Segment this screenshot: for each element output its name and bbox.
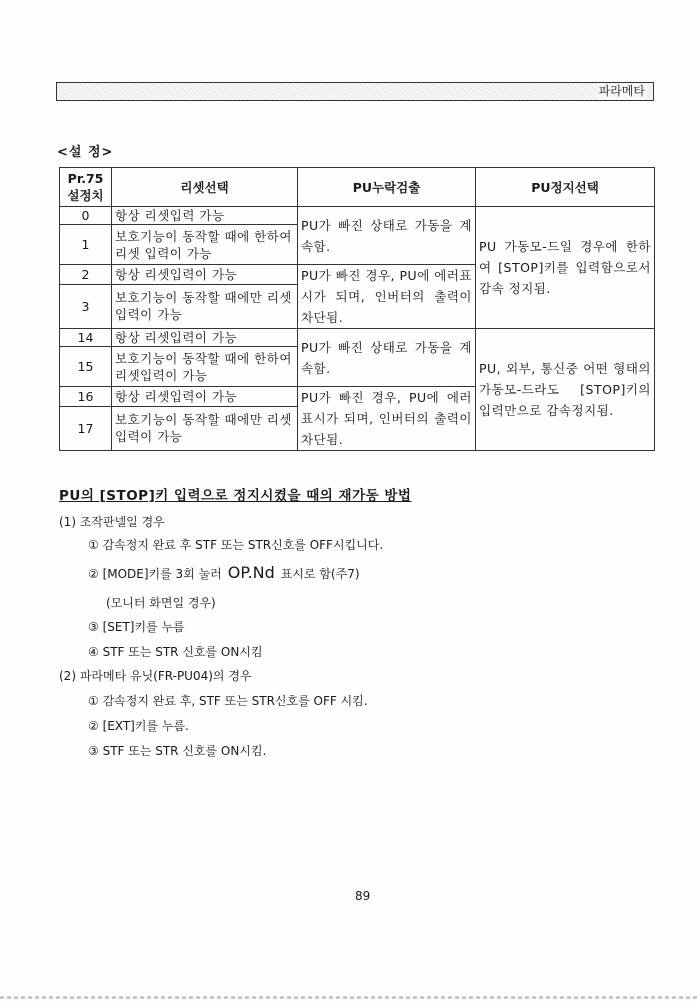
case1-step3: ③ [SET]키를 누름 <box>88 620 185 634</box>
reset-cell: 보호기능이 동작할 때에만 리셋입력이 가능 <box>112 406 298 450</box>
code-cell: 15 <box>60 347 112 387</box>
case1-step2 <box>88 563 360 582</box>
header-code <box>60 168 112 207</box>
case2-title: (2) 파라메타 유닛(FR-PU04)의 경우 <box>59 669 252 683</box>
header-code-line1: Pr.75 <box>67 171 104 186</box>
case1-step2-pre: ② [MODE]키를 3회 눌러 <box>88 567 222 581</box>
case1-step4: ④ STF 또는 STR 신호를 ON시킴 <box>88 645 263 659</box>
reset-cell: 항상 리셋입력 가능 <box>112 207 298 225</box>
reset-cell: 항상 리셋입력이 가능 <box>112 387 298 407</box>
header-label: 파라메타 <box>598 84 645 98</box>
code-cell: 0 <box>60 207 112 225</box>
header-detect: PU누락검출 <box>298 168 476 207</box>
reset-cell: 항상 리셋입력이 가능 <box>112 265 298 285</box>
code-cell: 1 <box>60 225 112 265</box>
table-row <box>60 207 655 225</box>
reset-cell: 보호기능이 동작할 때에만 리셋입력이 가능 <box>112 284 298 328</box>
table-header-row <box>60 168 655 207</box>
detect-cell: PU가 빠진 상태로 가동을 계속함. <box>298 329 476 387</box>
header-reset: 리셋선택 <box>112 168 298 207</box>
code-cell: 2 <box>60 265 112 285</box>
page-number: 89 <box>355 889 371 903</box>
code-cell: 3 <box>60 284 112 328</box>
detect-cell: PU가 빠진 상태로 가동을 계속함. <box>298 207 476 265</box>
section-title: <설 정> <box>57 145 114 160</box>
reset-cell: 보호기능이 동작할 때에 한하여 리셋입력이 가능 <box>112 347 298 387</box>
case1-step2-note: (모니터 화면일 경우) <box>106 596 216 610</box>
reset-cell: 항상 리셋입력이 가능 <box>112 329 298 347</box>
header-code-line2: 설정치 <box>67 188 104 203</box>
settings-table <box>59 167 655 451</box>
case2-step1: ① 감속정지 완료 후, STF 또는 STR신호를 OFF 시킴. <box>88 694 368 708</box>
code-cell: 17 <box>60 406 112 450</box>
restart-heading: PU의 [STOP]키 입력으로 정지시켰을 때의 재가동 방법 <box>59 488 412 504</box>
case1-title: (1) 조작판넬일 경우 <box>59 515 165 529</box>
header-stop: PU정지선택 <box>476 168 655 207</box>
header-bar <box>56 82 654 101</box>
case1-step2-post: 표시로 함(주7) <box>280 567 360 581</box>
case1-step1: ① 감속정지 완료 후 STF 또는 STR신호를 OFF시킵니다. <box>88 538 384 552</box>
reset-cell: 보호기능이 동작할 때에 한하여 리셋 입력이 가능 <box>112 225 298 265</box>
scan-edge <box>0 996 697 999</box>
case1-step2-big: OP.Nd <box>227 563 275 582</box>
detect-cell: PU가 빠진 경우, PU에 에러표시가 되며, 인버터의 출력이 차단됨. <box>298 265 476 329</box>
code-cell: 14 <box>60 329 112 347</box>
stop-cell: PU 가동모-드일 경우에 한하여 [STOP]키를 입력함으로서 감속 정지됨. <box>476 207 655 329</box>
code-cell: 16 <box>60 387 112 407</box>
table-row <box>60 329 655 347</box>
detect-cell: PU가 빠진 경우, PU에 에러 표시가 되며, 인버터의 출력이 차단됨. <box>298 387 476 451</box>
stop-cell: PU, 외부, 통신중 어떤 형태의 가동모-드라도 [STOP]키의 입력만으로 감속정지됨. <box>476 329 655 451</box>
case2-step3: ③ STF 또는 STR 신호를 ON시킴. <box>88 744 267 758</box>
case2-step2: ② [EXT]키를 누름. <box>88 719 189 733</box>
